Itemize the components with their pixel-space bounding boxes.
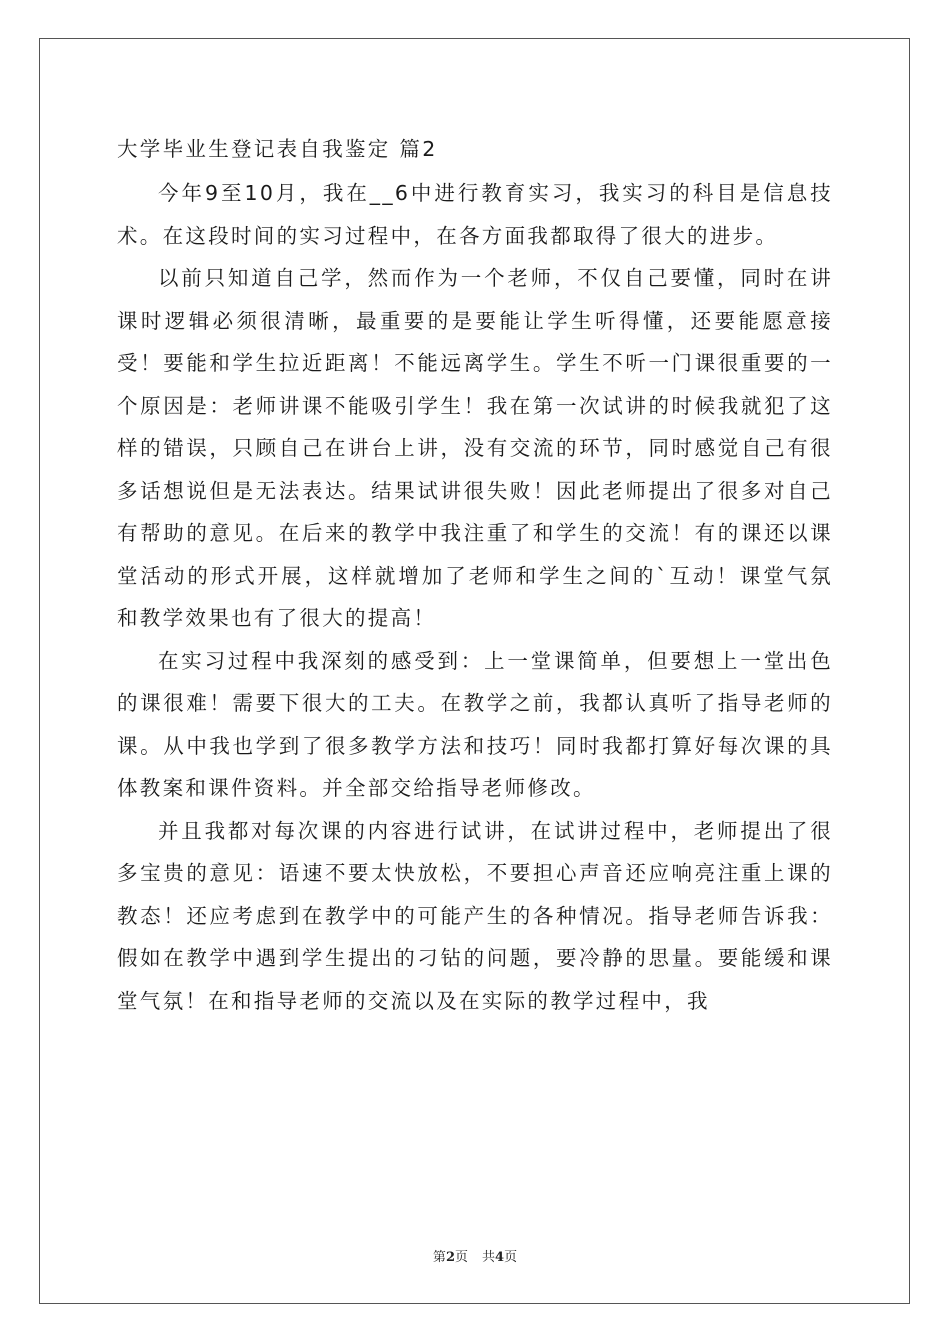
paragraph-3: 在实习过程中我深刻的感受到：上一堂课简单，但要想上一堂出色的课很难！需要下很大的工夫。在教学之前，我都认真听了指导老师的课。从中我也学到了很多教学方法和技巧！同时我都打算好每次课的具体教案和课件资料。并全部交给指导老师修改。 (117, 648, 833, 800)
document-title: 大学毕业生登记表自我鉴定 篇2 (117, 137, 438, 161)
page-number-current: 2 (445, 1250, 455, 1265)
page-suffix: 页 (454, 1250, 468, 1265)
paragraph-4: 并且我都对每次课的内容进行试讲，在试讲过程中，老师提出了很多宝贵的意见：语速不要太快放松，不要担心声音还应响亮注重上课的教态！还应考虑到在教学中的可能产生的各种情况。指导老师告诉我：假如在教学中遇到学生提出的刁钻的问题，要冷静的思量。要能缓和课堂气氛！在和指导老师的交流以及在实际的教学过程中，我 (117, 818, 833, 1013)
total-suffix: 页 (504, 1250, 518, 1265)
paragraph-2: 以前只知道自己学，然而作为一个老师，不仅自己要懂，同时在讲课时逻辑必须很清晰，最重要的是要能让学生听得懂，还要能愿意接受！要能和学生拉近距离！不能远离学生。学生不听一门课很重要的一个原因是：老师讲课不能吸引学生！我在第一次试讲的时候我就犯了这样的错误，只顾自己在讲台上讲，没有交流的环节，同时感觉自己有很多话想说但是无法表达。结果试讲很失败！因此老师提出了很多对自己有帮助的意见。在后来的教学中我注重了和学生的交流！有的课还以课堂活动的形式开展，这样就增加了老师和学生之间的`互动！课堂气氛和教学效果也有了很大的提高！ (117, 266, 833, 630)
page-footer (0, 1246, 950, 1265)
document-body (117, 127, 833, 1022)
page-prefix: 第 (432, 1250, 446, 1265)
page-number-total: 4 (495, 1250, 505, 1265)
total-prefix: 共 (482, 1250, 496, 1265)
paragraph-1: 今年9至10月，我在__6中进行教育实习，我实习的科目是信息技术。在这段时间的实习过程中，在各方面我都取得了很大的进步。 (117, 181, 833, 248)
